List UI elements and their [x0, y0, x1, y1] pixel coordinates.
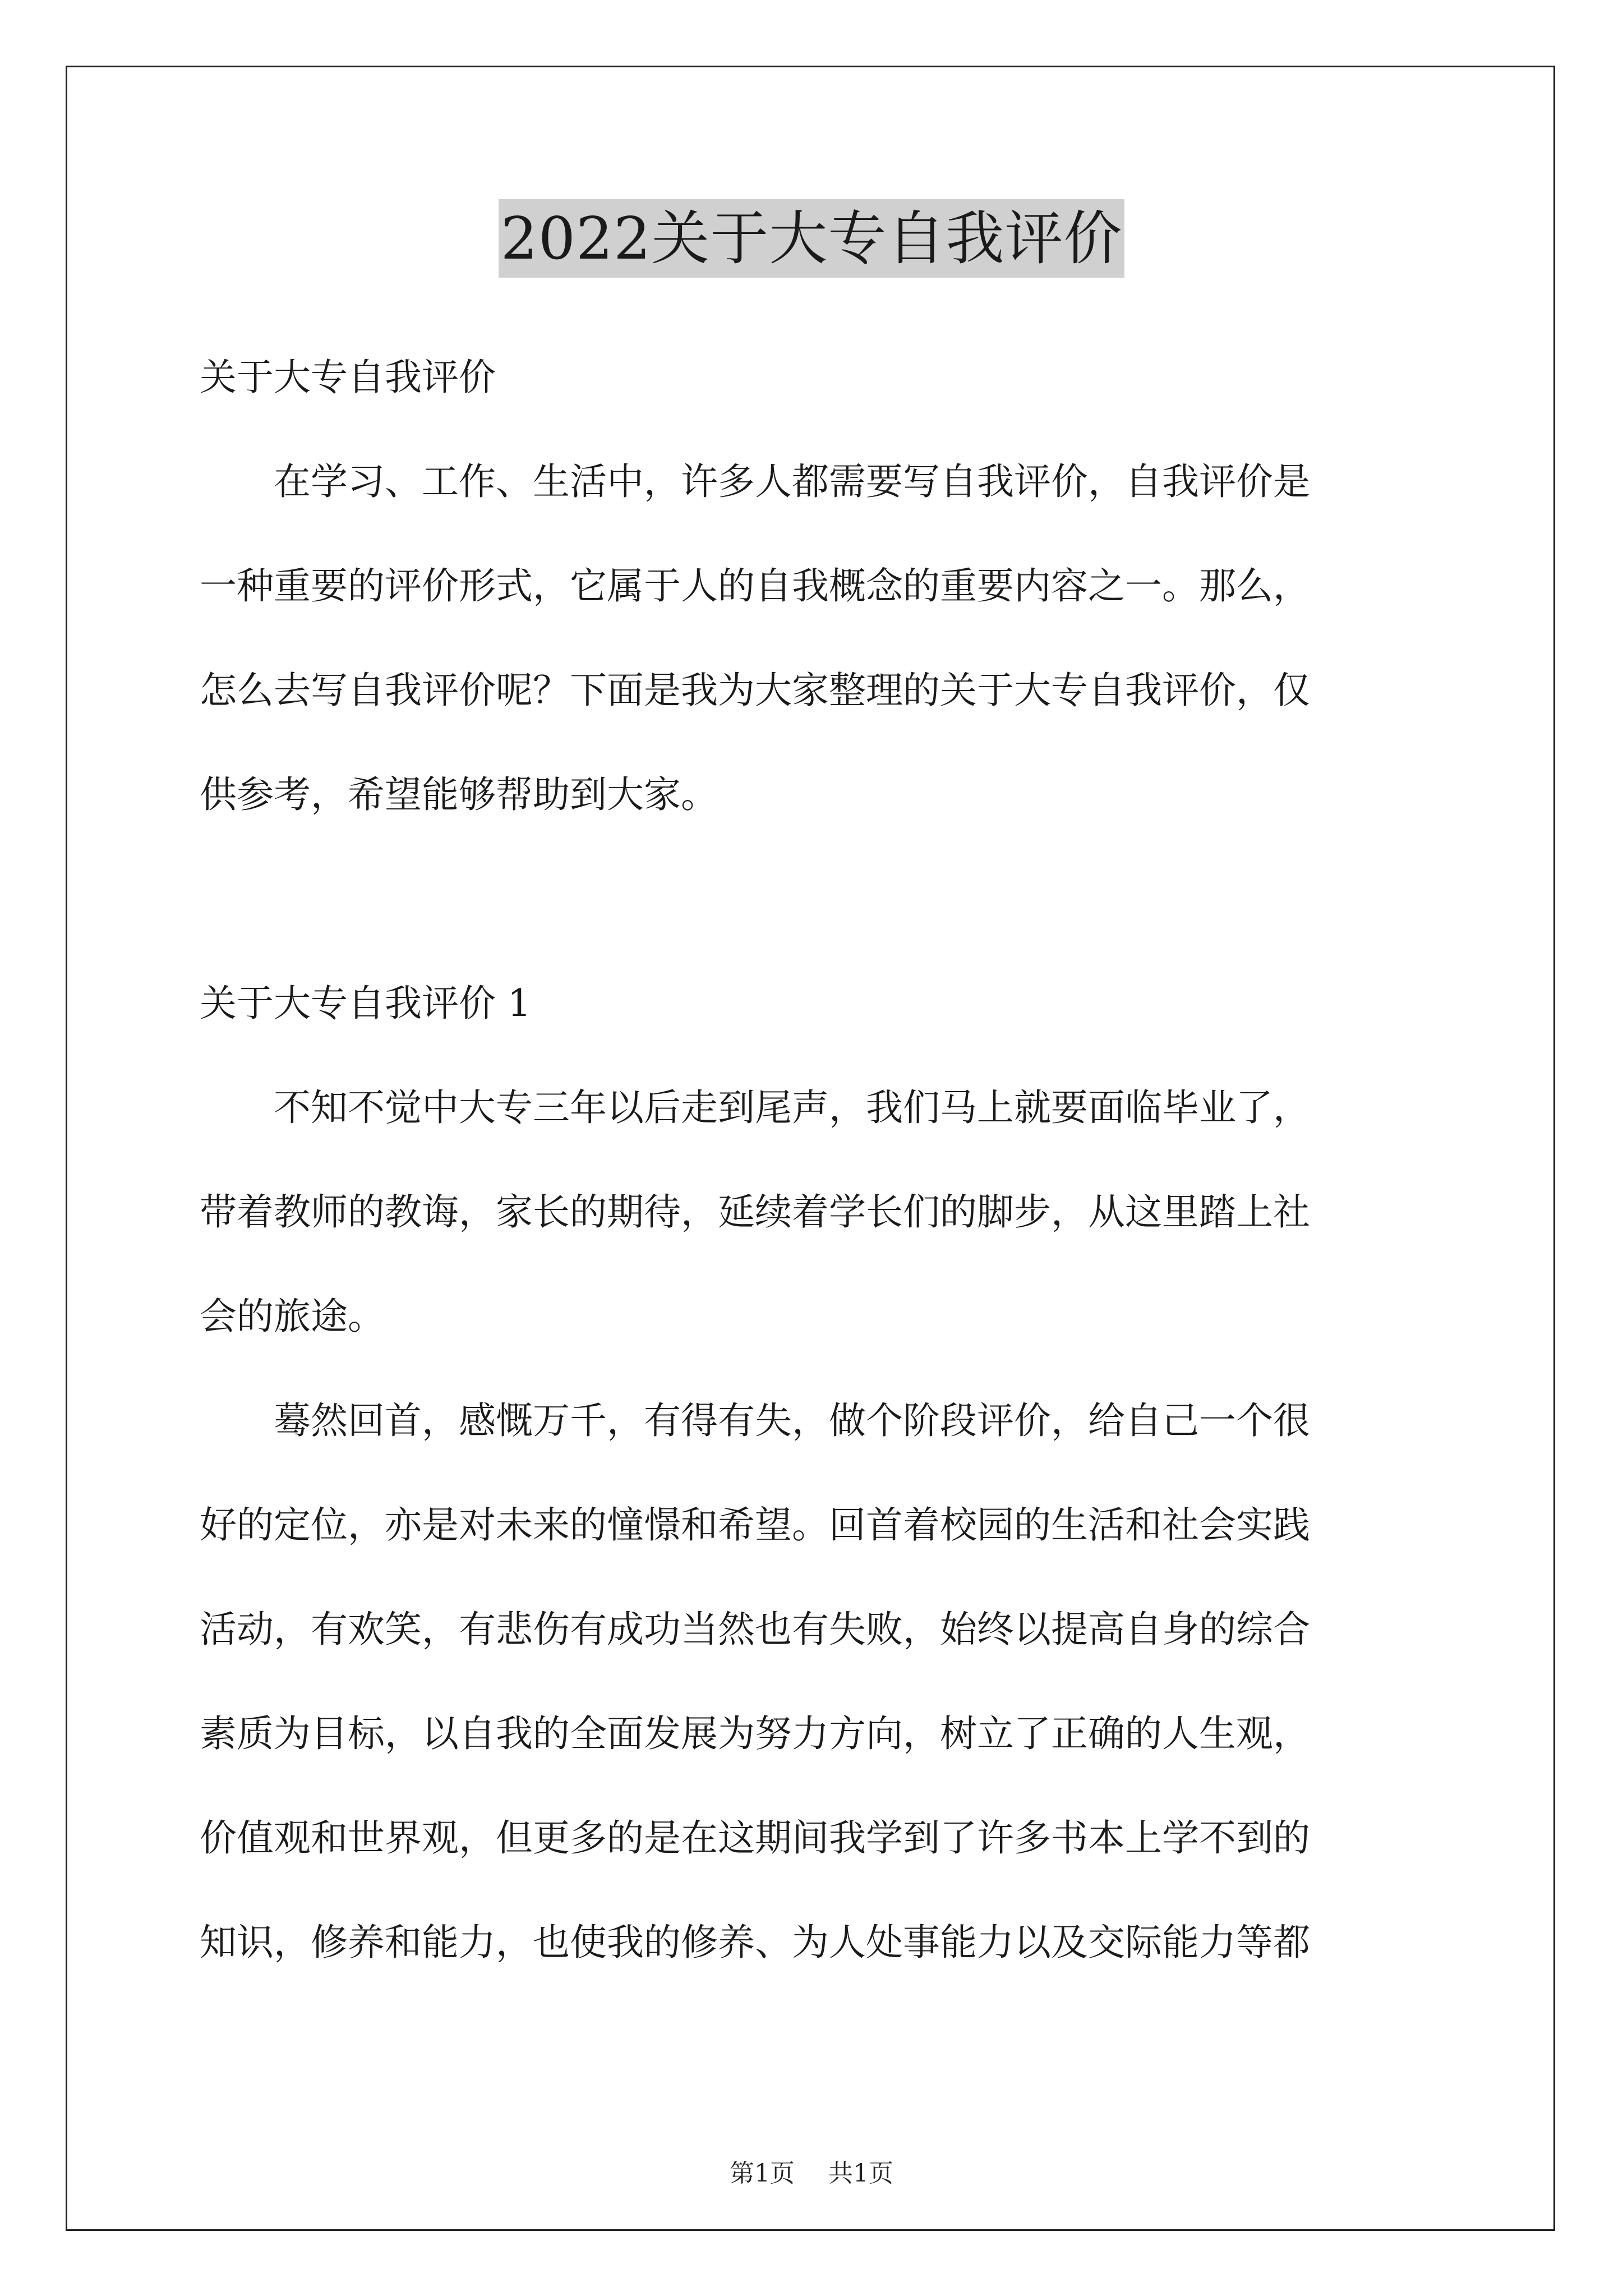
paragraph-line: 带着教师的教诲，家长的期待，延续着学长们的脚步，从这里踏上社	[200, 1190, 1310, 1234]
section1-paragraph-2	[200, 1369, 1433, 1995]
paragraph-line: 一种重要的评价形式，它属于人的自我概念的重要内容之一。那么，	[200, 564, 1310, 608]
section-heading: 关于大专自我评价 1	[200, 982, 531, 1025]
document-title: 2022关于大专自我评价	[499, 199, 1125, 278]
document-body	[200, 325, 1433, 1995]
paragraph-line: 活动，有欢笑，有悲伤有成功当然也有失败，始终以提高自身的综合	[200, 1608, 1310, 1651]
paragraph-line: 知识，修养和能力，也使我的修养、为人处事能力以及交际能力等都	[200, 1921, 1310, 1964]
title-container	[0, 199, 1623, 278]
paragraph-line: 蓦然回首，感慨万千，有得有失，做个阶段评价，给自己一个很	[200, 1399, 1310, 1442]
paragraph-line: 怎么去写自我评价呢？下面是我为大家整理的关于大专自我评价，仅	[200, 669, 1310, 712]
blank-line	[200, 847, 1433, 951]
paragraph-line: 不知不觉中大专三年以后走到尾声，我们马上就要面临毕业了，	[200, 1086, 1310, 1129]
paragraph-line: 会的旅途。	[200, 1295, 385, 1338]
paragraph-line: 素质为目标，以自我的全面发展为努力方向，树立了正确的人生观，	[200, 1712, 1310, 1755]
intro-paragraph	[200, 430, 1433, 847]
page-footer	[0, 2153, 1623, 2189]
document-subtitle: 关于大专自我评价	[200, 356, 496, 399]
section1-paragraph-1	[200, 1056, 1433, 1369]
page-total: 共1页	[828, 2159, 893, 2188]
paragraph-line: 在学习、工作、生活中，许多人都需要写自我评价，自我评价是	[200, 460, 1310, 503]
paragraph-line: 价值观和世界观，但更多的是在这期间我学到了许多书本上学不到的	[200, 1816, 1310, 1860]
paragraph-line: 好的定位，亦是对未来的憧憬和希望。回首着校园的生活和社会实践	[200, 1503, 1310, 1547]
paragraph-line: 供参考，希望能够帮助到大家。	[200, 773, 718, 816]
page-number: 第1页	[730, 2159, 795, 2188]
